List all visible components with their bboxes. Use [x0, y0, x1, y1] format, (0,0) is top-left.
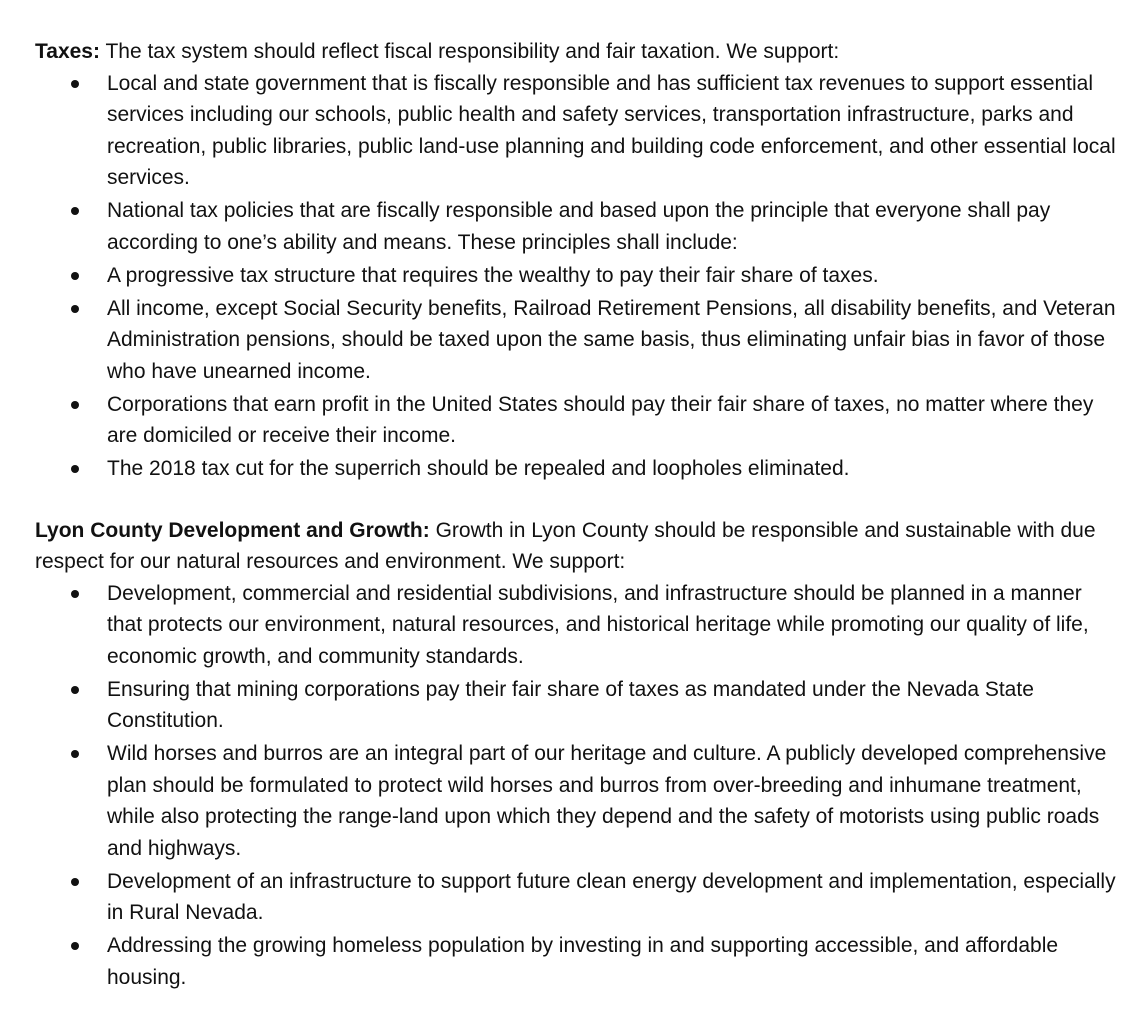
section-heading: Lyon County Development and Growth: [35, 518, 430, 542]
list-item [35, 195, 1118, 258]
bullet-icon [71, 207, 79, 215]
list-item [35, 68, 1118, 194]
list-item [35, 453, 1118, 485]
bullet-icon [71, 878, 79, 886]
bullet-icon [71, 272, 79, 280]
list-item [35, 738, 1118, 864]
bullet-list [35, 578, 1118, 994]
list-item-text: Local and state government that is fiscally responsible and has sufficient tax revenues to support essential services including our schools, public health and safety services, transportation infrastructure, parks and recreation, public libraries, public land-use planning and building code enforcement, and other essential local services. [107, 71, 1116, 189]
bullet-icon [71, 590, 79, 598]
bullet-icon [71, 942, 79, 950]
list-item-text: All income, except Social Security benefits, Railroad Retirement Pensions, all disability benefits, and Veteran Administration pensions, should be taxed upon the same basis, thus eliminating unfair bias in favor of those who have unearned income. [107, 296, 1116, 383]
list-item-text: Corporations that earn profit in the United States should pay their fair share of taxes, no matter where they are domiciled or receive their income. [107, 392, 1094, 447]
list-item [35, 930, 1118, 993]
list-item-text: Development, commercial and residential subdivisions, and infrastructure should be planned in a manner that protects our environment, natural resources, and historical heritage while promoting our quality of life, economic growth, and community standards. [107, 581, 1089, 668]
list-item [35, 389, 1118, 452]
section-intro [35, 515, 1118, 578]
section-intro-text: Growth in Lyon County should be responsible and sustainable with due respect for our natural resources and environment. We support: [35, 518, 1096, 573]
list-item-text: Addressing the growing homeless population by investing in and supporting accessible, and affordable housing. [107, 934, 1059, 989]
list-item-text: A progressive tax structure that requires the wealthy to pay their fair share of taxes. [107, 263, 879, 287]
section-taxes [35, 36, 1118, 485]
bullet-icon [71, 750, 79, 758]
list-item [35, 260, 1118, 292]
bullet-list [35, 68, 1118, 485]
list-item-text: The 2018 tax cut for the superrich should be repealed and loopholes eliminated. [107, 457, 850, 480]
bullet-icon [71, 465, 79, 473]
list-item-text: Development of an infrastructure to support future clean energy development and implementation, especially in Rural Nevada. [107, 869, 1116, 924]
list-item [35, 866, 1118, 929]
section-heading: Taxes: [35, 40, 100, 63]
bullet-icon [71, 305, 79, 313]
list-item [35, 674, 1118, 737]
list-item-text: National tax policies that are fiscally responsible and based upon the principle that everyone shall pay according to one’s ability and means. These principles shall include: [107, 199, 1051, 254]
list-item [35, 578, 1118, 673]
bullet-icon [71, 686, 79, 694]
bullet-icon [71, 80, 79, 88]
list-item-text: Ensuring that mining corporations pay their fair share of taxes as mandated under the Nevada State Constitution. [107, 677, 1034, 732]
list-item [35, 293, 1118, 388]
bullet-icon [71, 401, 79, 409]
list-item-text: Wild horses and burros are an integral part of our heritage and culture. A publicly developed comprehensive plan should be formulated to protect wild horses and burros from over-breeding and inhumane treatment, while also protecting the range-land upon which they depend and the safety of motorists using public roads and highways. [107, 742, 1107, 860]
section-intro [35, 36, 1118, 68]
section-intro-text: The tax system should reflect fiscal responsibility and fair taxation. We support: [99, 40, 840, 63]
section-lyon-county [35, 515, 1118, 994]
